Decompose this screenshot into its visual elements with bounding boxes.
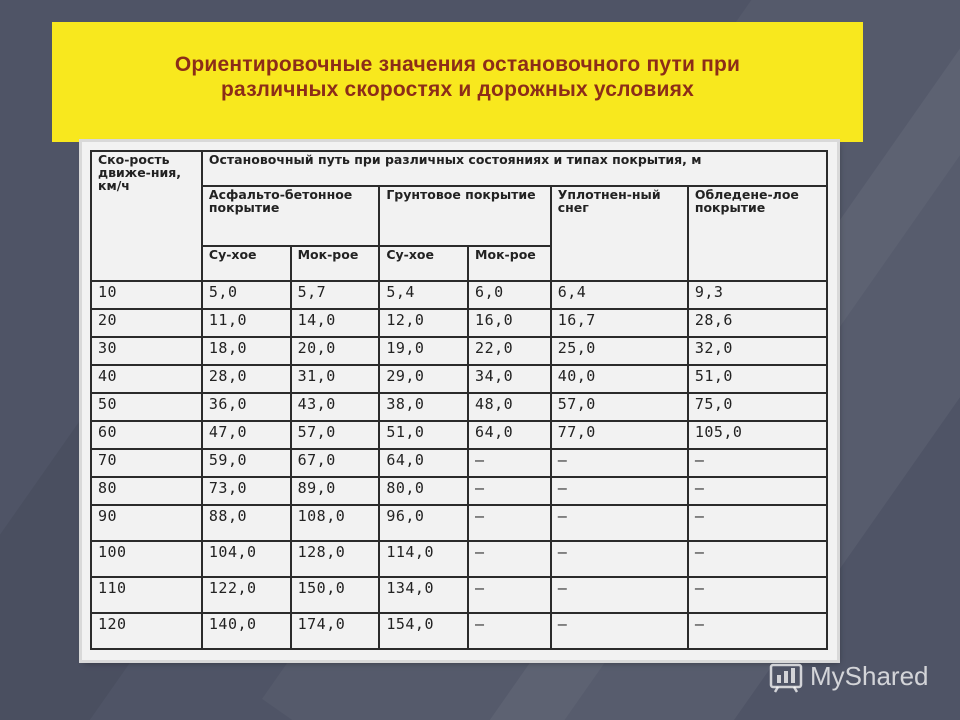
value-cell: 140,0 (202, 613, 291, 649)
value-cell: 114,0 (379, 541, 468, 577)
value-cell: 16,7 (551, 309, 688, 337)
ground-dry-header: Су-хое (379, 246, 468, 281)
table-row (91, 421, 827, 449)
table-row (91, 393, 827, 421)
value-cell: 11,0 (202, 309, 291, 337)
speed-cell: 90 (91, 505, 202, 541)
ground-wet-header: Мок-рое (468, 246, 551, 281)
header-row-2 (91, 186, 827, 247)
value-cell: 104,0 (202, 541, 291, 577)
value-cell: 67,0 (291, 449, 380, 477)
value-cell: 34,0 (468, 365, 551, 393)
value-cell: 105,0 (688, 421, 827, 449)
table-row (91, 577, 827, 613)
value-cell: 77,0 (551, 421, 688, 449)
value-cell: 9,3 (688, 281, 827, 309)
value-cell: — (688, 449, 827, 477)
header-row-1 (91, 151, 827, 186)
value-cell: 6,0 (468, 281, 551, 309)
value-cell: — (551, 477, 688, 505)
value-cell: 150,0 (291, 577, 380, 613)
value-cell: 32,0 (688, 337, 827, 365)
value-cell: 22,0 (468, 337, 551, 365)
speed-cell: 10 (91, 281, 202, 309)
table-row (91, 281, 827, 309)
value-cell: 88,0 (202, 505, 291, 541)
value-cell: 28,0 (202, 365, 291, 393)
value-cell: — (468, 613, 551, 649)
value-cell: — (551, 449, 688, 477)
speed-cell: 20 (91, 309, 202, 337)
value-cell: 47,0 (202, 421, 291, 449)
value-cell: 29,0 (379, 365, 468, 393)
value-cell: — (551, 577, 688, 613)
ice-header: Обледене-лое покрытие (688, 186, 827, 281)
value-cell: 31,0 (291, 365, 380, 393)
value-cell: 122,0 (202, 577, 291, 613)
value-cell: — (688, 477, 827, 505)
value-cell: 5,7 (291, 281, 380, 309)
value-cell: — (468, 541, 551, 577)
stopping-distance-table-card (82, 142, 837, 660)
slide-title-line-1: Ориентировочные значения остановочного пути при (174, 53, 741, 76)
table-row (91, 337, 827, 365)
value-cell: 12,0 (379, 309, 468, 337)
value-cell: 59,0 (202, 449, 291, 477)
value-cell: 20,0 (291, 337, 380, 365)
value-cell: 51,0 (688, 365, 827, 393)
speed-header: Ско-рость движе-ния, км/ч (91, 151, 202, 281)
stopping-distance-group-header: Остановочный путь при различных состояниях и типах покрытия, м (202, 151, 827, 186)
speed-cell: 30 (91, 337, 202, 365)
ground-header: Грунтовое покрытие (379, 186, 550, 247)
value-cell: 28,6 (688, 309, 827, 337)
value-cell: 134,0 (379, 577, 468, 613)
myshared-watermark (768, 656, 929, 696)
value-cell: 5,0 (202, 281, 291, 309)
value-cell: — (468, 577, 551, 613)
value-cell: 36,0 (202, 393, 291, 421)
table-row (91, 449, 827, 477)
value-cell: 16,0 (468, 309, 551, 337)
value-cell: 174,0 (291, 613, 380, 649)
value-cell: — (688, 505, 827, 541)
slide-title-box (52, 22, 863, 142)
value-cell: 38,0 (379, 393, 468, 421)
value-cell: 64,0 (468, 421, 551, 449)
watermark-text: MyShared (810, 660, 929, 691)
speed-cell: 50 (91, 393, 202, 421)
asphalt-wet-header: Мок-рое (291, 246, 380, 281)
value-cell: 25,0 (551, 337, 688, 365)
value-cell: — (468, 449, 551, 477)
value-cell: 5,4 (379, 281, 468, 309)
speed-cell: 110 (91, 577, 202, 613)
value-cell: 43,0 (291, 393, 380, 421)
value-cell: — (468, 477, 551, 505)
table-row (91, 505, 827, 541)
value-cell: 48,0 (468, 393, 551, 421)
snow-header: Уплотнен-ный снег (551, 186, 688, 281)
value-cell: 6,4 (551, 281, 688, 309)
value-cell: 40,0 (551, 365, 688, 393)
value-cell: — (551, 613, 688, 649)
value-cell: 64,0 (379, 449, 468, 477)
table-row (91, 613, 827, 649)
value-cell: 51,0 (379, 421, 468, 449)
value-cell: 75,0 (688, 393, 827, 421)
asphalt-dry-header: Су-хое (202, 246, 291, 281)
value-cell: — (688, 541, 827, 577)
value-cell: — (468, 505, 551, 541)
speed-cell: 40 (91, 365, 202, 393)
value-cell: 89,0 (291, 477, 380, 505)
value-cell: 80,0 (379, 477, 468, 505)
value-cell: 14,0 (291, 309, 380, 337)
value-cell: 128,0 (291, 541, 380, 577)
value-cell: — (688, 577, 827, 613)
myshared-logo-icon (768, 659, 804, 693)
value-cell: 73,0 (202, 477, 291, 505)
value-cell: 108,0 (291, 505, 380, 541)
slide-title-line-2: различных скоростях и дорожных условиях (221, 78, 694, 101)
value-cell: — (551, 541, 688, 577)
speed-cell: 100 (91, 541, 202, 577)
speed-cell: 80 (91, 477, 202, 505)
table-row (91, 477, 827, 505)
speed-cell: 120 (91, 613, 202, 649)
value-cell: 18,0 (202, 337, 291, 365)
speed-cell: 60 (91, 421, 202, 449)
speed-cell: 70 (91, 449, 202, 477)
value-cell: 154,0 (379, 613, 468, 649)
table-row (91, 541, 827, 577)
value-cell: 57,0 (551, 393, 688, 421)
value-cell: 96,0 (379, 505, 468, 541)
value-cell: — (551, 505, 688, 541)
table-row (91, 365, 827, 393)
stopping-distance-table (90, 150, 828, 650)
value-cell: — (688, 613, 827, 649)
table-row (91, 309, 827, 337)
value-cell: 19,0 (379, 337, 468, 365)
asphalt-header: Асфальто-бетонное покрытие (202, 186, 379, 247)
value-cell: 57,0 (291, 421, 380, 449)
